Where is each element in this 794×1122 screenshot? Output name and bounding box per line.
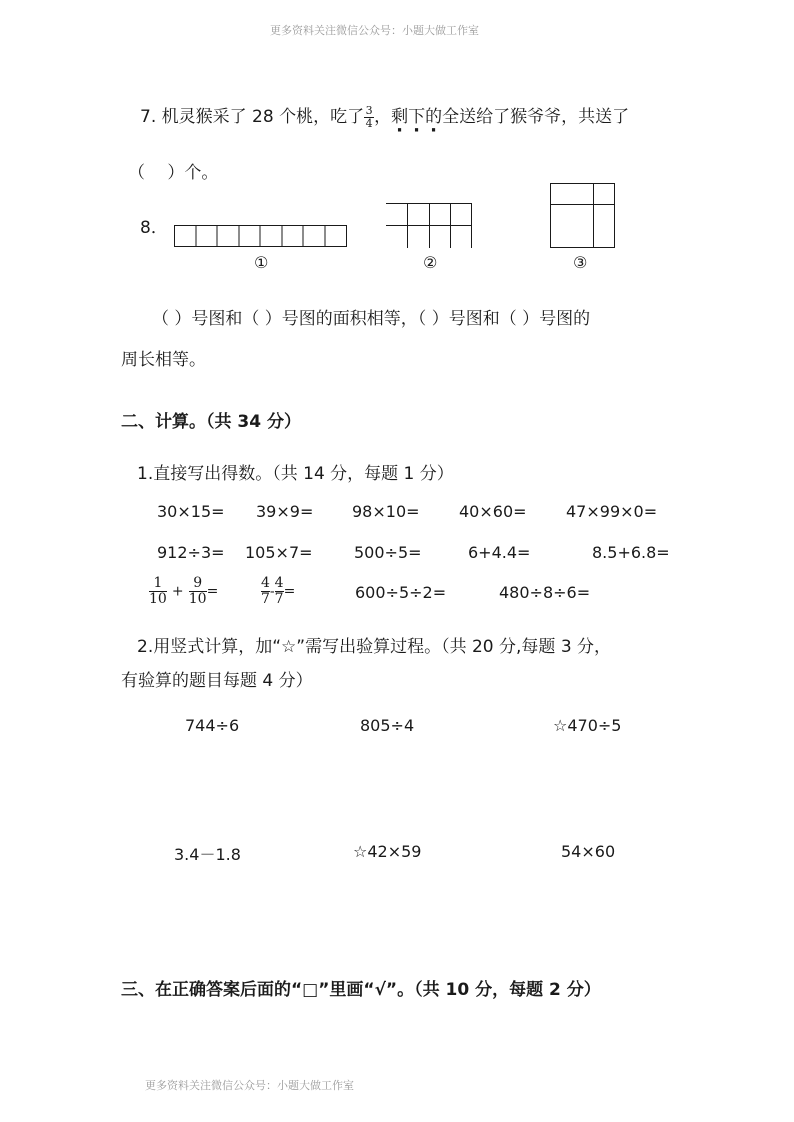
calc-item: 480÷8÷6= — [499, 583, 591, 602]
fraction-denominator: 10 — [149, 591, 167, 607]
fraction-three-quarters — [364, 105, 374, 130]
fraction-numerator: 4 — [274, 575, 284, 591]
calc-item: 500÷5= — [354, 543, 422, 562]
question-7-text-b: 全送给了猴爷爷，共送了 — [442, 107, 630, 127]
emphasis-char-3: 的 — [425, 107, 443, 127]
calc-fraction-difference — [261, 576, 295, 607]
calc-item: 600÷5÷2= — [355, 583, 447, 602]
calc-item: 47×99×0= — [566, 502, 658, 521]
vertical-calc-item: ☆470÷5 — [553, 716, 622, 735]
calc-item: 105×7= — [245, 543, 313, 562]
calc-item: 40×60= — [459, 502, 527, 521]
fraction — [189, 576, 207, 607]
question-8-text-line1: （ ）号图和（ ）号图的面积相等，（ ）号图和（ ）号图的 — [152, 309, 591, 329]
fraction-denominator: 4 — [365, 116, 373, 130]
fraction-numerator: 1 — [153, 575, 163, 591]
vertical-calc-item: 54×60 — [561, 842, 616, 861]
equals-sign: = — [206, 583, 219, 600]
question-8-label: 8． — [140, 218, 168, 238]
fraction-denominator: 10 — [188, 591, 207, 607]
figure-2-label: ② — [423, 253, 438, 272]
question-7-text-a: 7. 机灵猴采了 28 个桃，吃了 — [140, 107, 365, 127]
calc-item: 39×9= — [256, 502, 314, 521]
operator: - — [269, 583, 275, 600]
equals-sign: = — [283, 583, 296, 600]
vertical-calc-item: 744÷6 — [185, 716, 240, 735]
operator: + — [171, 583, 184, 600]
calc-item: 8.5+6.8= — [592, 543, 670, 562]
watermark-top: 更多资料关注微信公众号：小题大做工作室 — [270, 24, 479, 37]
calc-fraction-sum — [149, 576, 218, 607]
figure-2-shape — [386, 203, 474, 249]
fraction — [275, 576, 284, 607]
figure-1-label: ① — [254, 253, 269, 272]
section-2-sub1: 1.直接写出得数。（共 14 分，每题 1 分） — [137, 464, 454, 484]
figure-1-strip — [174, 225, 348, 247]
fraction-denominator: 7 — [274, 591, 284, 607]
fraction — [149, 576, 167, 607]
calc-item: 6+4.4= — [468, 543, 531, 562]
figure-3-label: ③ — [573, 253, 588, 272]
section-2-sub2-line2: 有验算的题目每题 4 分） — [121, 671, 313, 691]
question-7-line1 — [140, 102, 629, 130]
emphasis-char-2: 下 — [408, 107, 426, 127]
fraction-numerator: 4 — [261, 575, 270, 591]
question-7-comma: ， — [374, 107, 392, 127]
section-3-heading: 三、在正确答案后面的“□”里画“√”。（共 10 分，每题 2 分） — [121, 980, 601, 1000]
fraction-denominator: 7 — [261, 591, 270, 607]
emphasis-char-1: 剩 — [391, 107, 409, 127]
vertical-calc-item: ☆42×59 — [353, 842, 422, 861]
vertical-calc-item: 805÷4 — [360, 716, 415, 735]
calc-item: 98×10= — [352, 502, 420, 521]
calc-item: 912÷3= — [157, 543, 225, 562]
question-8-text-line2: 周长相等。 — [121, 350, 206, 370]
fraction — [261, 576, 270, 607]
calc-item: 30×15= — [157, 502, 225, 521]
watermark-bottom: 更多资料关注微信公众号：小题大做工作室 — [145, 1079, 354, 1092]
fraction-numerator: 9 — [193, 575, 203, 591]
question-7-line2: （ ）个。 — [128, 163, 219, 183]
vertical-calc-item: 3.4－1.8 — [174, 845, 241, 864]
fraction-numerator: 3 — [365, 103, 373, 117]
section-2-sub2-line1: 2.用竖式计算，加“☆”需写出验算过程。（共 20 分,每题 3 分， — [137, 637, 612, 657]
section-2-heading: 二、计算。（共 34 分） — [121, 412, 301, 432]
figure-3-square — [550, 183, 616, 249]
